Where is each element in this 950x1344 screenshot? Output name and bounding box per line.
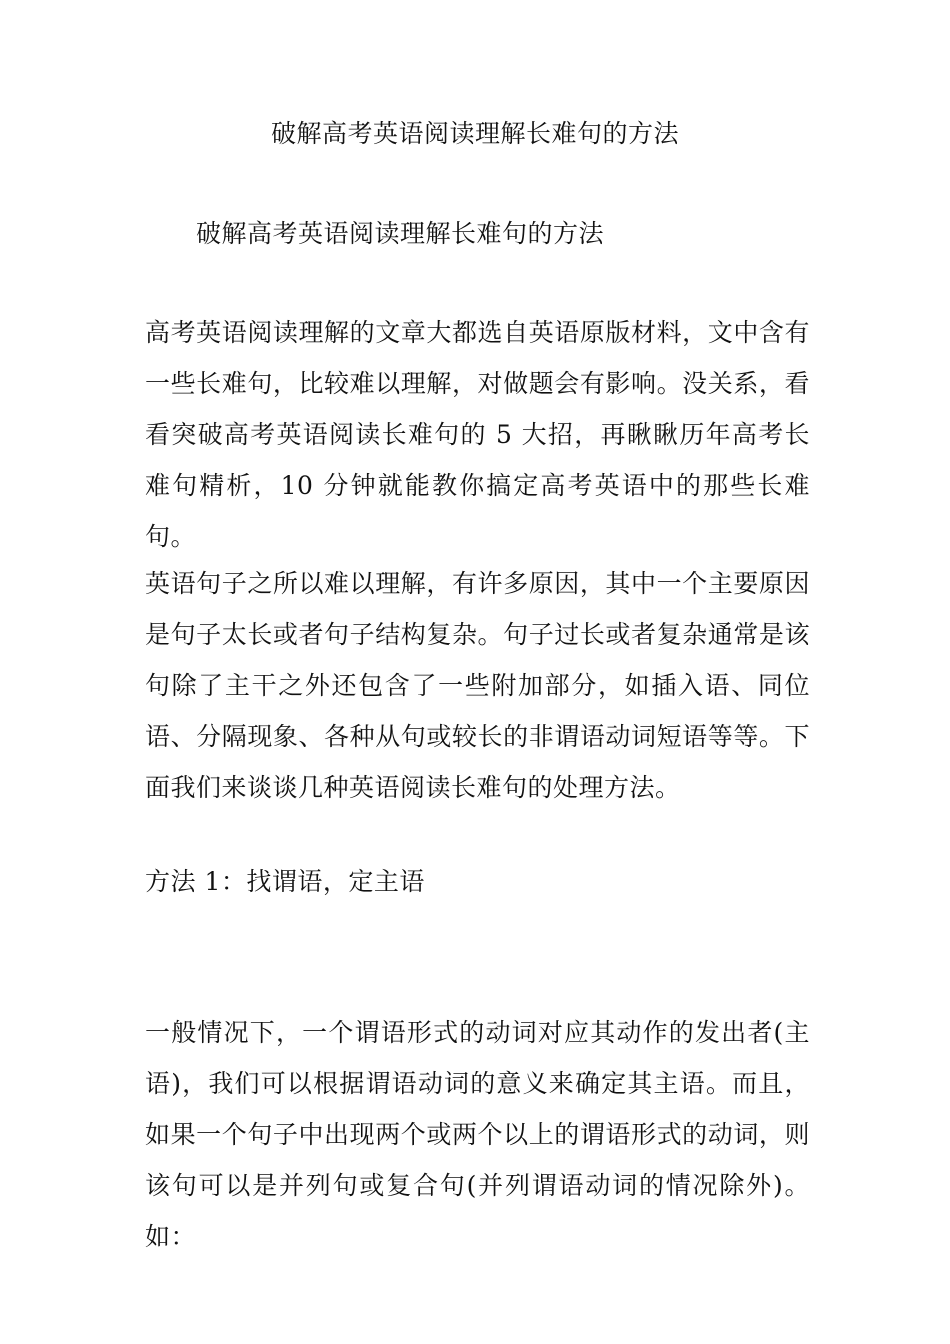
paragraph-method-1: 一般情况下，一个谓语形式的动词对应其动作的发出者(主语)，我们可以根据谓语动词的意义来确定其主语。而且，如果一个句子中出现两个或两个以上的谓语形式的动词，则该句可以是并列句或复合句(并列谓语动词的情况除外)。如： bbox=[145, 1018, 810, 1251]
method-heading: 方法 1：找谓语，定主语 bbox=[145, 867, 425, 896]
paragraph-intro: 高考英语阅读理解的文章大都选自英语原版材料，文中含有一些长难句，比较难以理解，对做题会有影响。没关系，看看突破高考英语阅读长难句的 5 大招，再瞅瞅历年高考长难句精析，10 分钟就能教你搞定高考英语中的那些长难句。 bbox=[145, 318, 810, 551]
document-subtitle: 破解高考英语阅读理解长难句的方法 bbox=[196, 219, 605, 248]
document-title: 破解高考英语阅读理解长难句的方法 bbox=[270, 119, 679, 148]
paragraph-reasons: 英语句子之所以难以理解，有许多原因，其中一个主要原因是句子太长或者句子结构复杂。句子过长或者复杂通常是该句除了主干之外还包含了一些附加部分，如插入语、同位语、分隔现象、各种从句或较长的非谓语动词短语等等。下面我们来谈谈几种英语阅读长难句的处理方法。 bbox=[145, 569, 810, 802]
